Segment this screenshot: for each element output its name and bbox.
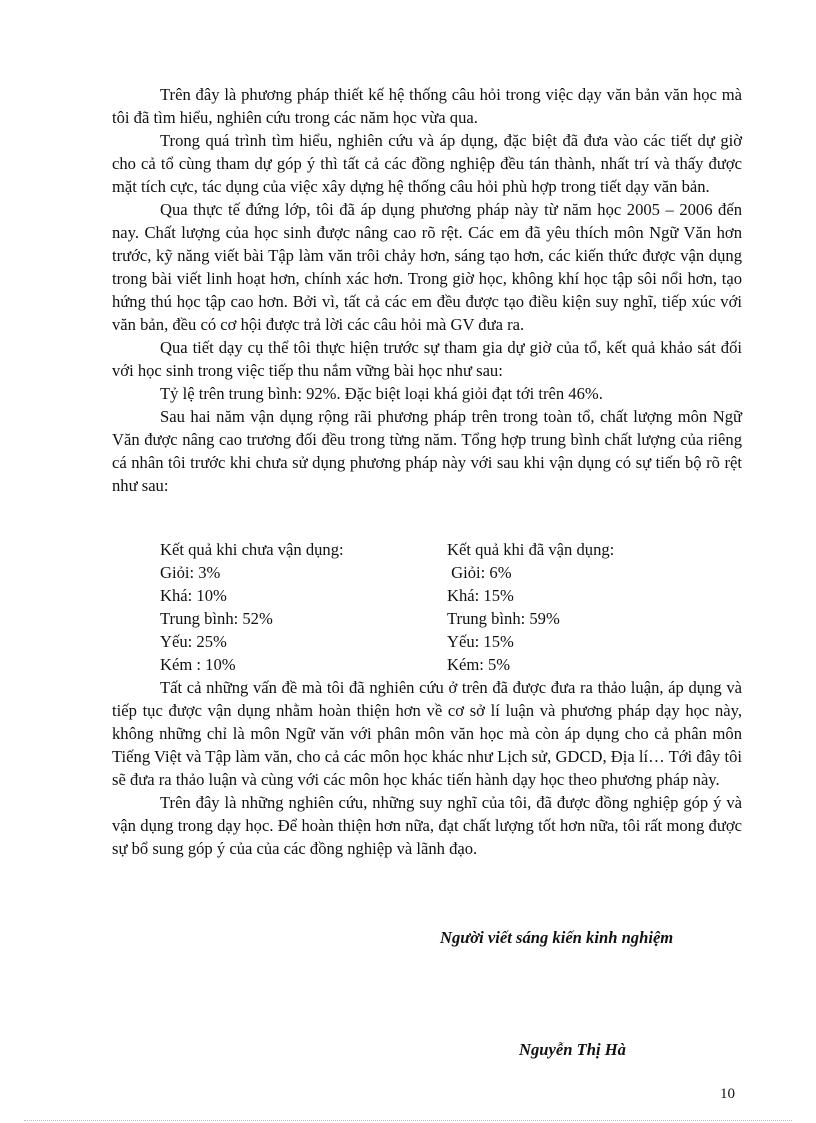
paragraph: Sau hai năm vận dụng rộng rãi phương pháp trên trong toàn tổ, chất lượng môn Ngữ Văn được nâng cao trương đối đều trong từng năm. Tổng hợp trung bình chất lượng của riêng cá nhân tôi trước khi chưa sử dụng phương pháp này với sau khi vận dụng có sự tiến bộ rõ rệt như sau: [112,407,742,495]
page-number: 10 [720,1086,735,1102]
signature-title: Người viết sáng kiến kinh nghiệm [440,928,674,947]
results-before-item: Trung bình: 52% [160,609,273,628]
results-before-column [160,538,420,676]
results-after-item: Kém: 5% [447,655,511,674]
body-text-bottom [112,676,742,860]
results-before-item: Khá: 10% [160,586,227,605]
results-before-item: Giỏi: 3% [160,563,221,582]
paragraph: Qua tiết dạy cụ thể tôi thực hiện trước sự tham gia dự giờ của tổ, kết quả khảo sát đối với học sinh trong việc tiếp thu nắm vững bài học như sau: [112,338,742,380]
body-text-top [112,83,742,497]
paragraph: Trong quá trình tìm hiểu, nghiên cứu và áp dụng, đặc biệt đã đưa vào các tiết dự giờ cho cả tổ cùng tham dự góp ý thì tất cả các đồng nghiệp đều tán thành, nhất trí và thấy được mặt tích cực, tác dụng của việc xây dựng hệ thống câu hỏi phù hợp trong tiết dạy văn bản. [112,131,742,196]
results-after-item: Giỏi: 6% [447,563,512,582]
results-after-item: Yếu: 15% [447,632,514,651]
results-before-item: Yếu: 25% [160,632,227,651]
results-after-column [447,538,707,676]
paragraph: Trên đây là những nghiên cứu, những suy nghĩ của tôi, đã được đồng nghiệp góp ý và vận dụng trong dạy học. Để hoàn thiện hơn nữa, đạt chất lượng tốt hơn nữa, tôi rất mong được sự bổ sung góp ý của của các đồng nghiệp và lãnh đạo. [112,793,742,858]
paragraph: Tất cả những vấn đề mà tôi đã nghiên cứu ở trên đã được đưa ra thảo luận, áp dụng và tiếp tục được vận dụng nhằm hoàn thiện hơn về cơ sở lí luận và phương pháp dạy học này, không những chỉ là môn Ngữ văn với phân môn văn học mà còn áp dụng cho cả phân môn Tiếng Việt và Tập làm văn, cho cả các môn học khác như Lịch sử, GDCD, Địa lí… Tới đây tôi sẽ đưa ra thảo luận và cùng với các môn học khác tiến hành dạy học theo phương pháp này. [112,678,742,789]
paragraph: Qua thực tế đứng lớp, tôi đã áp dụng phương pháp này từ năm học 2005 – 2006 đến nay. Chất lượng của học sinh được nâng cao rõ rệt. Các em đã yêu thích môn Ngữ Văn hơn trước, kỹ năng viết bài Tập làm văn trôi chảy hơn, sáng tạo hơn, các kiến thức được vận dụng trong bài viết linh hoạt hơn, chính xác hơn. Trong giờ học, không khí học tập sôi nổi hơn, tạo hứng thú học tập cao hơn. Bởi vì, tất cả các em đều được tạo điều kiện suy nghĩ, tiếp xúc với văn bản, đều có cơ hội được trả lời các câu hỏi mà GV đưa ra. [112,200,742,334]
signature-name: Nguyễn Thị Hà [519,1040,626,1059]
paragraph: Tỷ lệ trên trung bình: 92%. Đặc biệt loại khá giỏi đạt tới trên 46%. [160,384,603,403]
results-before-heading: Kết quả khi chưa vận dụng: [160,540,344,559]
paragraph: Trên đây là phương pháp thiết kế hệ thống câu hỏi trong việc dạy văn bản văn học mà tôi đã tìm hiểu, nghiên cứu trong các năm học vừa qua. [112,85,742,127]
results-before-item: Kém : 10% [160,655,236,674]
results-after-item: Trung bình: 59% [447,609,560,628]
results-after-item: Khá: 15% [447,586,514,605]
results-after-heading: Kết quả khi đã vận dụng: [447,540,615,559]
footer-divider [24,1120,792,1121]
